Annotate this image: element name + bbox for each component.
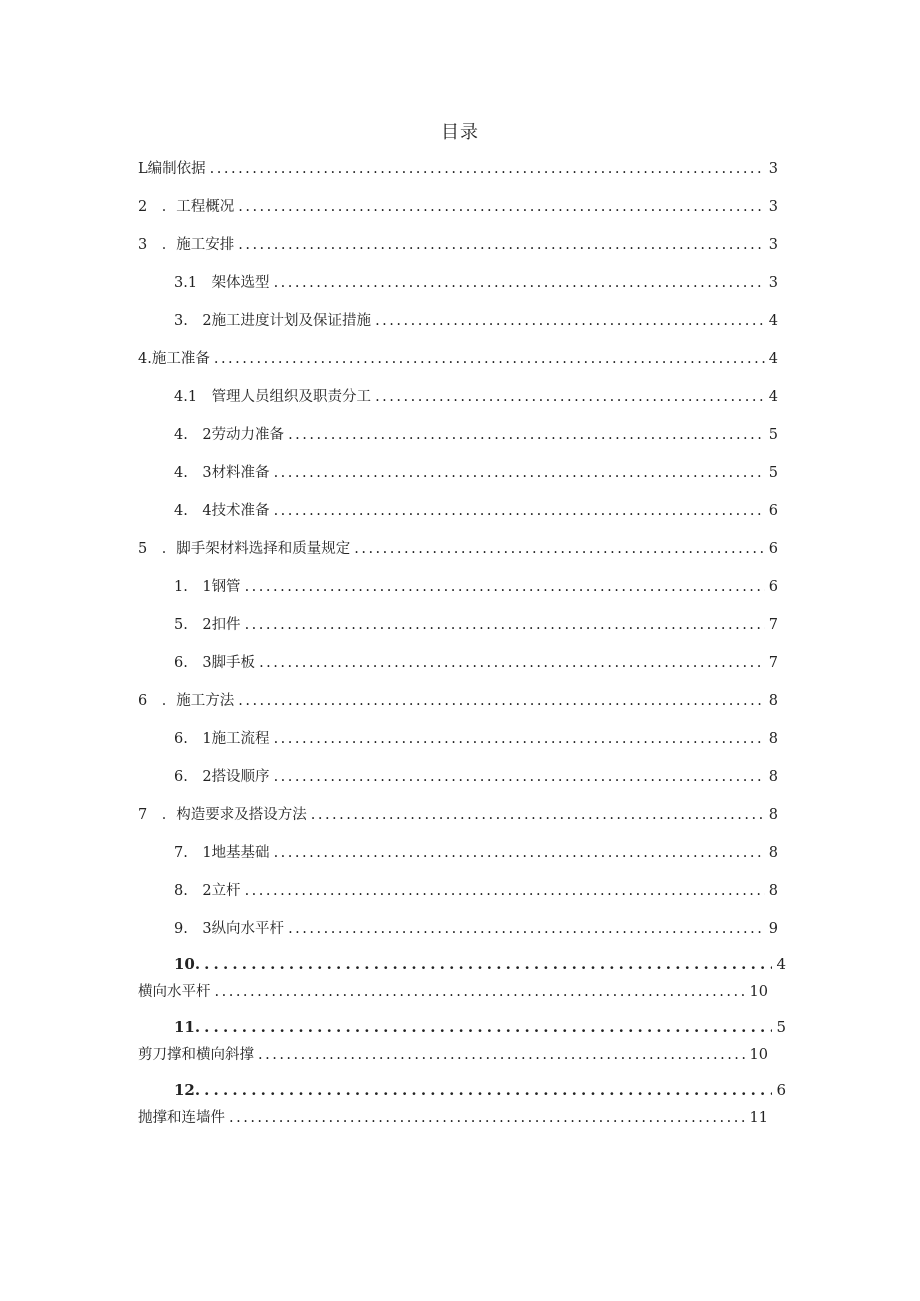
toc-entry-page: 8 xyxy=(768,883,778,899)
toc-entry-page: 4 xyxy=(768,351,778,367)
toc-entry[interactable] xyxy=(138,803,778,841)
toc-dot-leader xyxy=(204,1081,772,1099)
toc-entry-page: 10 xyxy=(749,1047,768,1063)
toc-entry-page: 8 xyxy=(768,769,778,785)
toc-entry[interactable] xyxy=(138,980,778,1018)
toc-entry-heading[interactable] xyxy=(138,1081,786,1106)
toc-dot-leader xyxy=(210,161,765,177)
toc-dot-leader xyxy=(245,617,765,633)
toc-entry-number: L xyxy=(138,161,148,177)
toc-entry-number: 11. xyxy=(174,1018,201,1036)
toc-entry-label: 横向水平杆 xyxy=(138,984,211,1000)
toc-entry-page: 7 xyxy=(768,655,778,671)
toc-entry-label: 施工安排 xyxy=(176,237,235,253)
toc-entry-number: 6 ． xyxy=(138,693,177,709)
toc-entry-page: 6 xyxy=(776,1081,786,1099)
toc-entry-page: 6 xyxy=(768,541,778,557)
toc-entry-number: 5. 2 xyxy=(174,617,212,633)
toc-dot-leader xyxy=(238,199,765,215)
toc-entry-page: 3 xyxy=(768,199,778,215)
toc-entry-number: 4. 2 xyxy=(174,427,212,443)
toc-entry-page: 3 xyxy=(768,237,778,253)
toc-entry-page: 6 xyxy=(768,503,778,519)
toc-entry-page: 7 xyxy=(768,617,778,633)
toc-dot-leader xyxy=(288,921,765,937)
toc-entry-number: 4. 4 xyxy=(174,503,212,519)
toc-dot-leader xyxy=(258,1047,746,1063)
toc-entry-number: 6. 2 xyxy=(174,769,212,785)
toc-entry-label: 工程概况 xyxy=(176,199,235,215)
toc-dot-leader xyxy=(375,313,765,329)
toc-entry-heading[interactable] xyxy=(138,955,786,980)
toc-entry-label: 构造要求及搭设方法 xyxy=(176,807,307,823)
toc-dot-leader xyxy=(274,845,765,861)
toc-entry-number: 4. 3 xyxy=(174,465,212,481)
toc-entry[interactable] xyxy=(138,347,778,385)
toc-entry-label: 脚手架材料选择和质量规定 xyxy=(176,541,351,557)
toc-entry-label: 扣件 xyxy=(211,617,241,633)
toc-entry-label: 编制依据 xyxy=(147,161,206,177)
toc-entry-number: 8. 2 xyxy=(174,883,212,899)
toc-entry-page: 9 xyxy=(768,921,778,937)
toc-entry-number: 2 ． xyxy=(138,199,177,215)
toc-subentry[interactable] xyxy=(138,423,778,461)
toc-subentry[interactable] xyxy=(138,841,778,879)
toc-subentry[interactable] xyxy=(138,879,778,917)
toc-entry[interactable] xyxy=(138,1106,778,1144)
toc-entry-number: 10. xyxy=(174,955,201,973)
toc-dot-leader xyxy=(204,1018,772,1036)
toc-entry-number: 7. 1 xyxy=(174,845,212,861)
toc-entry[interactable] xyxy=(138,1043,778,1081)
toc-entry-page: 4 xyxy=(768,389,778,405)
toc-entry-label: 纵向水平杆 xyxy=(211,921,285,937)
toc-subentry[interactable] xyxy=(138,499,778,537)
toc-dot-leader xyxy=(238,693,765,709)
toc-subentry[interactable] xyxy=(138,917,778,955)
toc-entry-label: 管理人员组织及职责分工 xyxy=(211,389,372,405)
toc-dot-leader xyxy=(274,465,765,481)
toc-entry-heading[interactable] xyxy=(138,1018,786,1043)
toc-entry-number: 9. 3 xyxy=(174,921,212,937)
page-title: 目录 xyxy=(441,122,479,143)
toc-entry-label: 施工方法 xyxy=(176,693,235,709)
toc-entry-number: 3. 2 xyxy=(174,313,212,329)
toc-entry-label: 施工流程 xyxy=(211,731,270,747)
toc-entry-number: 1. 1 xyxy=(174,579,212,595)
toc-entry-label: 施工准备 xyxy=(151,351,210,367)
toc-dot-leader xyxy=(245,579,765,595)
toc-entry-page: 10 xyxy=(749,984,768,1000)
toc-dot-leader xyxy=(229,1110,746,1126)
toc-entry-number: 7 ． xyxy=(138,807,177,823)
toc-subentry[interactable] xyxy=(138,727,778,765)
toc-entry[interactable] xyxy=(138,233,778,271)
toc-entry-page: 8 xyxy=(768,845,778,861)
toc-entry-label: 脚手板 xyxy=(211,655,256,671)
toc-entry-number: 4. xyxy=(138,351,152,367)
toc-entry-number: 3.1 xyxy=(174,275,212,291)
toc-entry-number: 12. xyxy=(174,1081,201,1099)
toc-entry-page: 8 xyxy=(768,807,778,823)
toc-entry-page: 3 xyxy=(768,161,778,177)
toc-entry-number: 3 ． xyxy=(138,237,177,253)
toc-subentry[interactable] xyxy=(138,385,778,423)
toc-entry-number: 4.1 xyxy=(174,389,212,405)
toc-dot-leader xyxy=(354,541,765,557)
toc-entry-page: 4 xyxy=(768,313,778,329)
toc-dot-leader xyxy=(311,807,765,823)
toc-dot-leader xyxy=(245,883,765,899)
toc-dot-leader xyxy=(274,275,765,291)
toc-entry-label: 搭设顺序 xyxy=(211,769,270,785)
toc-entry-page: 11 xyxy=(749,1110,768,1126)
toc-entry-label: 架体选型 xyxy=(211,275,270,291)
toc-subentry[interactable] xyxy=(138,765,778,803)
toc-entry-label: 剪刀撑和横向斜撑 xyxy=(138,1047,254,1063)
toc-entry-label: 地基基础 xyxy=(211,845,270,861)
toc-dot-leader xyxy=(214,351,765,367)
toc-subentry[interactable] xyxy=(138,613,778,651)
toc-subentry[interactable] xyxy=(138,271,778,309)
toc-dot-leader xyxy=(288,427,765,443)
toc-entry-page: 4 xyxy=(776,955,786,973)
toc-entry-number: 6. 1 xyxy=(174,731,212,747)
toc-entry-label: 抛撑和连墙件 xyxy=(138,1110,225,1126)
toc-dot-leader xyxy=(274,731,765,747)
toc-entry[interactable] xyxy=(138,157,778,195)
toc-dot-leader xyxy=(375,389,765,405)
toc-subentry[interactable] xyxy=(138,651,778,689)
table-of-contents xyxy=(138,157,786,1144)
toc-dot-leader xyxy=(274,769,765,785)
toc-subentry[interactable] xyxy=(138,309,778,347)
toc-dot-leader xyxy=(215,984,746,1000)
toc-entry-label: 钢管 xyxy=(211,579,241,595)
toc-dot-leader xyxy=(274,503,765,519)
toc-dot-leader xyxy=(204,955,772,973)
toc-entry-label: 技术准备 xyxy=(211,503,270,519)
toc-entry-page: 8 xyxy=(768,693,778,709)
toc-entry-page: 5 xyxy=(768,465,778,481)
toc-dot-leader xyxy=(238,237,765,253)
toc-entry-label: 材料准备 xyxy=(211,465,270,481)
toc-subentry[interactable] xyxy=(138,575,778,613)
toc-entry[interactable] xyxy=(138,689,778,727)
toc-subentry[interactable] xyxy=(138,461,778,499)
toc-entry-label: 立杆 xyxy=(211,883,241,899)
toc-entry-page: 5 xyxy=(768,427,778,443)
toc-entry-page: 5 xyxy=(776,1018,786,1036)
toc-dot-leader xyxy=(259,655,765,671)
toc-entry[interactable] xyxy=(138,195,778,233)
toc-entry-number: 5 ． xyxy=(138,541,177,557)
toc-entry-page: 8 xyxy=(768,731,778,747)
toc-entry-number: 6. 3 xyxy=(174,655,212,671)
toc-entry[interactable] xyxy=(138,537,778,575)
toc-entry-label: 劳动力准备 xyxy=(211,427,285,443)
toc-entry-page: 3 xyxy=(768,275,778,291)
toc-entry-page: 6 xyxy=(768,579,778,595)
toc-entry-label: 施工进度计划及保证措施 xyxy=(211,313,372,329)
